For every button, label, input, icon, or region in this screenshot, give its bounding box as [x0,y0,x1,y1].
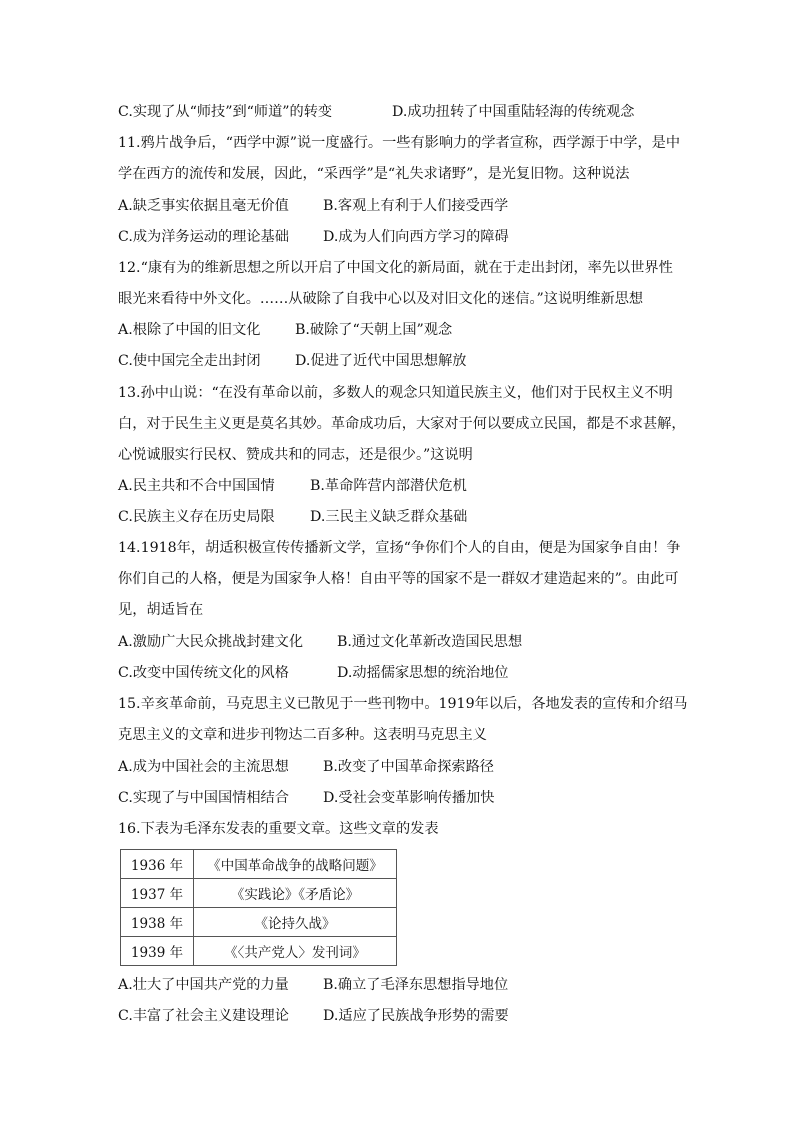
q16-option-a: A.壮大了中国共产党的力量 [118,977,289,993]
q15-stem-line-1: 15.辛亥革命前，马克思主义已散见于一些刊物中。1919年以后，各地发表的宣传和介绍马 [118,696,688,712]
q11-option-d: D.成为人们向西方学习的障碍 [323,229,509,245]
q11-stem-line-2: 学在西方的流传和发展，因此，“采西学”是“礼失求诸野”，是光复旧物。这种说法 [118,166,630,182]
table-row [121,937,397,966]
q15-option-a: A.成为中国社会的主流思想 [118,759,289,775]
q14-stem-line-2: 你们自己的人格，便是为国家争人格！自由平等的国家不是一群奴才建造起来的”。由此可 [118,571,679,587]
q14-stem-line-3: 见，胡适旨在 [118,602,204,618]
q16-option-d: D.适应了民族战争形势的需要 [323,1008,509,1024]
q14-stem-line-1: 14.1918年，胡适积极宣传传播新文学，宣扬“争你们个人的自由，便是为国家争自由！争 [118,540,681,556]
q12-stem-line-2: 眼光来看待中外文化。……从破除了自我中心以及对旧文化的迷信。”这说明维新思想 [118,291,644,307]
q12-stem-line-1: 12.“康有为的维新思想之所以开启了中国文化的新局面，就在于走出封闭，率先以世界性 [118,260,673,276]
table-cell-work: 《中国革命战争的战略问题》 [194,850,397,879]
table-row [121,879,397,908]
q12-option-a: A.根除了中国的旧文化 [118,322,261,338]
q14-option-d: D.动摇儒家思想的统治地位 [337,665,509,681]
q12-option-b: B.破除了“天朝上国”观念 [295,322,453,338]
q13-stem-line-2: 白，对于民生主义更是莫名其妙。革命成功后，大家对于何以要成立民国，都是不求甚解， [118,416,686,432]
table-cell-year: 1936 年 [121,850,194,879]
table-cell-year: 1938 年 [121,908,194,937]
table-cell-year: 1937 年 [121,879,194,908]
table-cell-work: 《论持久战》 [194,908,397,937]
table-row [121,850,397,879]
q15-option-b: B.改变了中国革命探索路径 [323,759,494,775]
q16-table [120,849,397,966]
q15-option-c: C.实现了与中国国情相结合 [118,790,289,806]
q11-option-b: B.客观上有利于人们接受西学 [323,198,509,214]
q13-option-d: D.三民主义缺乏群众基础 [310,509,468,525]
q13-option-a: A.民主共和不合中国国情 [118,478,275,494]
q16-option-c: C.丰富了社会主义建设理论 [118,1008,289,1024]
q10-option-c: C.实现了从“师技”到“师道”的转变 [118,104,333,120]
q16-stem-line-1: 16.下表为毛泽东发表的重要文章。这些文章的发表 [118,821,439,837]
q12-option-c: C.使中国完全走出封闭 [118,353,261,369]
table-cell-work: 《〈共产党人〉发刊词》 [194,937,397,966]
table-row [121,908,397,937]
q13-option-c: C.民族主义存在历史局限 [118,509,275,525]
q10-option-d: D.成功扭转了中国重陆轻海的传统观念 [392,104,635,120]
q11-option-a: A.缺乏事实依据且毫无价值 [118,198,289,214]
q13-stem-line-3: 心悦诚服实行民权、赞成共和的同志，还是很少。”这说明 [118,447,473,463]
q14-option-c: C.改变中国传统文化的风格 [118,665,289,681]
q13-option-b: B.革命阵营内部潜伏危机 [310,478,467,494]
q14-option-b: B.通过文化革新改造国民思想 [337,634,523,650]
q15-option-d: D.受社会变革影响传播加快 [323,790,495,806]
q16-option-b: B.确立了毛泽东思想指导地位 [323,977,509,993]
table-cell-work: 《实践论》《矛盾论》 [194,879,397,908]
q11-stem-line-1: 11.鸦片战争后，“西学中源”说一度盛行。一些有影响力的学者宣称，西学源于中学，是中 [118,135,681,151]
q11-option-c: C.成为洋务运动的理论基础 [118,229,289,245]
q14-option-a: A.激励广大民众挑战封建文化 [118,634,304,650]
q13-stem-line-1: 13.孙中山说：“在没有革命以前，多数人的观念只知道民族主义，他们对于民权主义不明 [118,385,673,401]
q12-option-d: D.促进了近代中国思想解放 [295,353,467,369]
table-cell-year: 1939 年 [121,937,194,966]
q15-stem-line-2: 克思主义的文章和进步刊物达二百多种。这表明马克思主义 [118,727,487,743]
